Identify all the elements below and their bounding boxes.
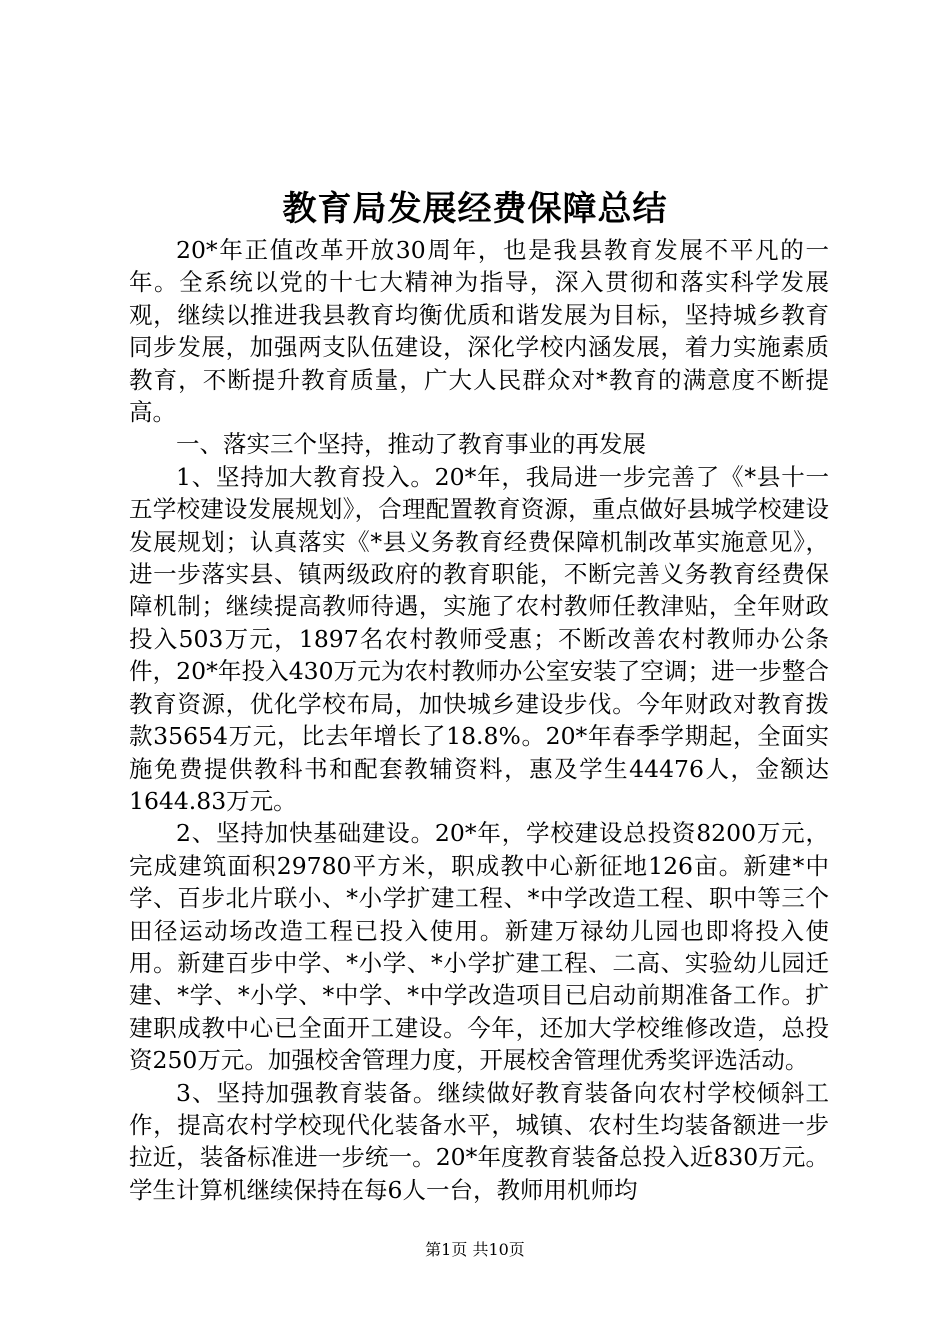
document-body <box>129 234 829 1206</box>
document-title: 教育局发展经费保障总结 <box>282 189 668 229</box>
page-number-footer: 第1页 共10页 <box>425 1240 525 1259</box>
intro-paragraph: 20*年正值改革开放30周年，也是我县教育发展不平凡的一年。全系统以党的十七大精神为指导，深入贯彻和落实科学发展观，继续以推进我县教育均衡优质和谐发展为目标，坚持城乡教育同步发展，加强两支队伍建设，深化学校内涵发展，着力实施素质教育，不断提升教育质量，广大人民群众对*教育的满意度不断提高。 <box>129 236 829 427</box>
section-heading: 一、落实三个坚持，推动了教育事业的再发展 <box>176 430 646 459</box>
paragraph-education-investment: 1、坚持加大教育投入。20*年，我局进一步完善了《*县十一五学校建设发展规划》，合理配置教育资源，重点做好县城学校建设发展规划；认真落实《*县义务教育经费保障机制改革实施意见》，进一步落实县、镇两级政府的教育职能，不断完善义务教育经费保障机制；继续提高教师待遇，实施了农村教师任教津贴，全年财政投入503万元，1897名农村教师受惠；不断改善农村教师办公条件，20*年投入430万元为农村教师办公室安装了空调；进一步整合教育资源，优化学校布局，加快城乡建设步伐。今年财政对教育拨款35654万元，比去年增长了18.8%。20*年春季学期起，全面实施免费提供教科书和配套教辅资料，惠及学生44476人，金额达1644.83万元。 <box>129 462 829 815</box>
paragraph-equipment: 3、坚持加强教育装备。继续做好教育装备向农村学校倾斜工作，提高农村学校现代化装备水平，城镇、农村生均装备额进一步拉近，装备标准进一步统一。20*年度教育装备总投入近830万元。学生计算机继续保持在每6人一台，教师用机师均 <box>129 1078 829 1204</box>
paragraph-infrastructure: 2、坚持加快基础建设。20*年，学校建设总投资8200万元，完成建筑面积29780平方米，职成教中心新征地126亩。新建*中学、百步北片联小、*小学扩建工程、*中学改造工程、职中等三个田径运动场改造工程已投入使用。新建万禄幼儿园也即将投入使用。新建百步中学、*小学、*小学扩建工程、二高、实验幼儿园迁建、*学、*小学、*中学、*中学改造项目已启动前期准备工作。扩建职成教中心已全面开工建设。今年，还加大学校维修改造，总投资250万元。加强校舍管理力度，开展校舍管理优秀奖评选活动。 <box>129 819 829 1075</box>
